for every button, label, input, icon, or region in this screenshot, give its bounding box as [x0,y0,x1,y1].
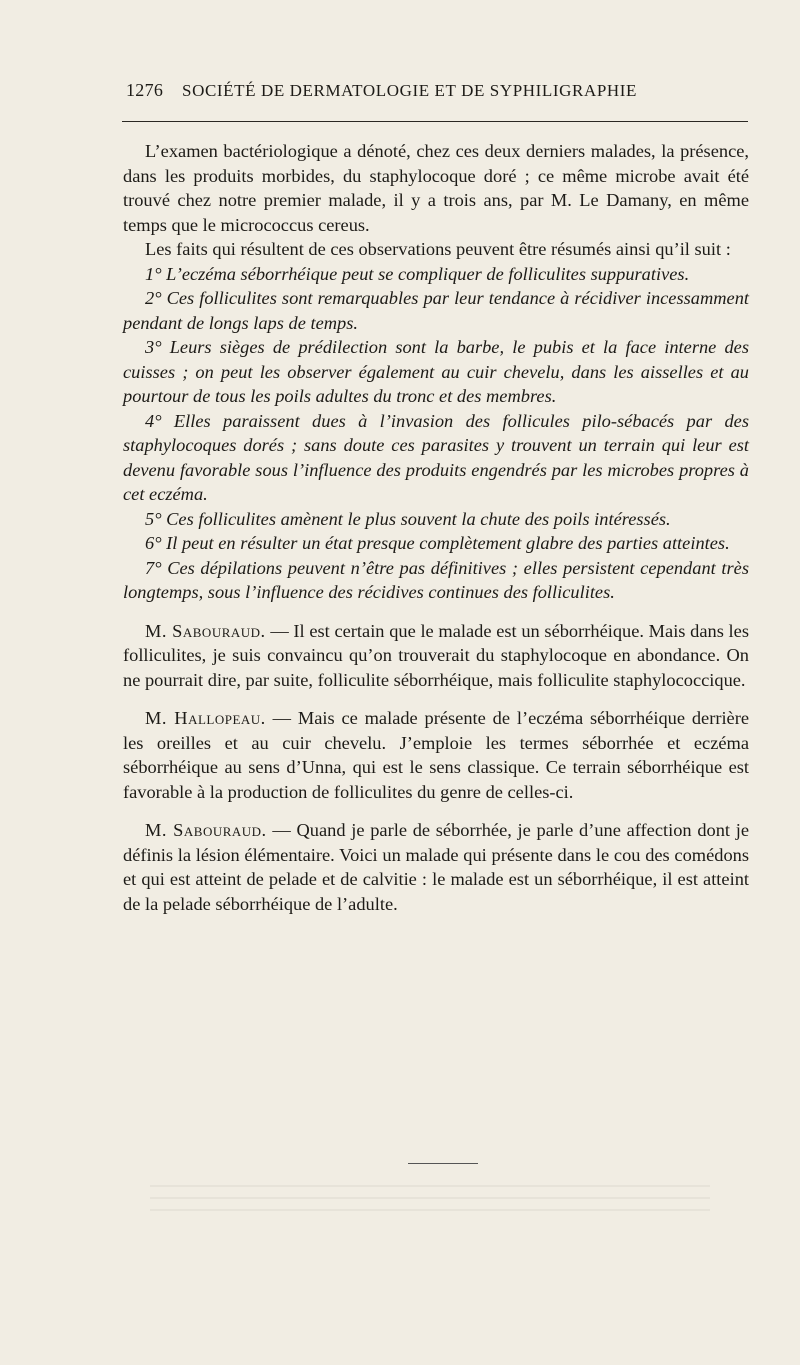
paragraph-summary-intro: Les faits qui résultent de ces observations peuvent être résumés ainsi qu’il suit : [145,239,731,259]
page-body [123,139,749,916]
conclusion-3: 3° Leurs sièges de prédilection sont la barbe, le pubis et la face interne des cuisses ; on peut les observer également au cuir chevelu, dans les aisselles et au pourtour de tous les poils adultes du tronc et des membres. [123,337,749,406]
conclusion-5: 5° Ces folliculites amènent le plus souvent la chute des poils intéressés. [145,508,671,529]
discussion-sabouraud-2 [123,818,749,916]
speaker-name: M. Sabouraud. [145,820,267,840]
header-rule [122,121,748,122]
page-number: 1276 [126,80,164,100]
show-through-text [150,1175,710,1235]
speaker-name: M. Hallopeau. [145,708,266,728]
paragraph-bacteriology: L’examen bactériologique a dénoté, chez ces deux derniers malades, la présence, dans les produits morbides, du staphylocoque doré ; ce même microbe avait été trouvé chez notre premier malade, il y a trois ans, par M. Le Damany, en même temps que le micrococcus cereus. [123,141,749,235]
conclusion-4: 4° Elles paraissent dues à l’invasion des follicules pilo-sébacés par des staphylocoques dorés ; sans doute ces parasites y trouvent un terrain qui leur est devenu favorable sous l’influence des produits engendrés par les microbes propres à cet eczéma. [123,410,749,504]
conclusion-1: 1° L’eczéma séborrhéique peut se compliquer de folliculites suppuratives. [145,263,690,284]
speaker-remark: — Il est certain que le malade est un séborrhéique. Mais dans les folliculites, je suis convaincu qu’on trouverait du staphylocoque en abondance. On ne pourrait dire, par suite, folliculite séborrhéique, mais folliculite staphylococcique. [123,620,749,690]
speaker-remark: — Mais ce malade présente de l’eczéma séborrhéique derrière les oreilles et au cuir chevelu. J’emploie les termes séborrhée et eczéma séborrhéique au sens d’Unna, qui est le sens classique. Ce terrain séborrhéique est favorable à la production de folliculites du genre de celles-ci. [123,708,749,802]
conclusion-7: 7° Ces dépilations peuvent n’être pas définitives ; elles persistent cependant très longtemps, sous l’influence des récidives continues des folliculites. [123,557,749,602]
running-title: SOCIÉTÉ DE DERMATOLOGIE ET DE SYPHILIGRAPHIE [182,81,638,100]
conclusion-2: 2° Ces folliculites sont remarquables par leur tendance à récidiver incessamment pendant de longs laps de temps. [123,288,749,333]
running-header [126,80,746,101]
conclusion-6: 6° Il peut en résulter un état presque complètement glabre des parties atteintes. [145,533,730,553]
speaker-name: M. Sabouraud. [145,620,266,641]
speaker-remark: — Quand je parle de séborrhée, je parle d’une affection dont je définis la lésion élémentaire. Voici un malade qui présente dans le cou des comédons et qui est atteint de pelade et de calvitie : le malade est un séborrhéique, il est atteint de la pelade séborrhéique de l’adulte. [123,820,749,914]
discussion-hallopeau [123,706,749,804]
end-rule [408,1163,478,1164]
discussion-sabouraud-1 [123,619,749,693]
